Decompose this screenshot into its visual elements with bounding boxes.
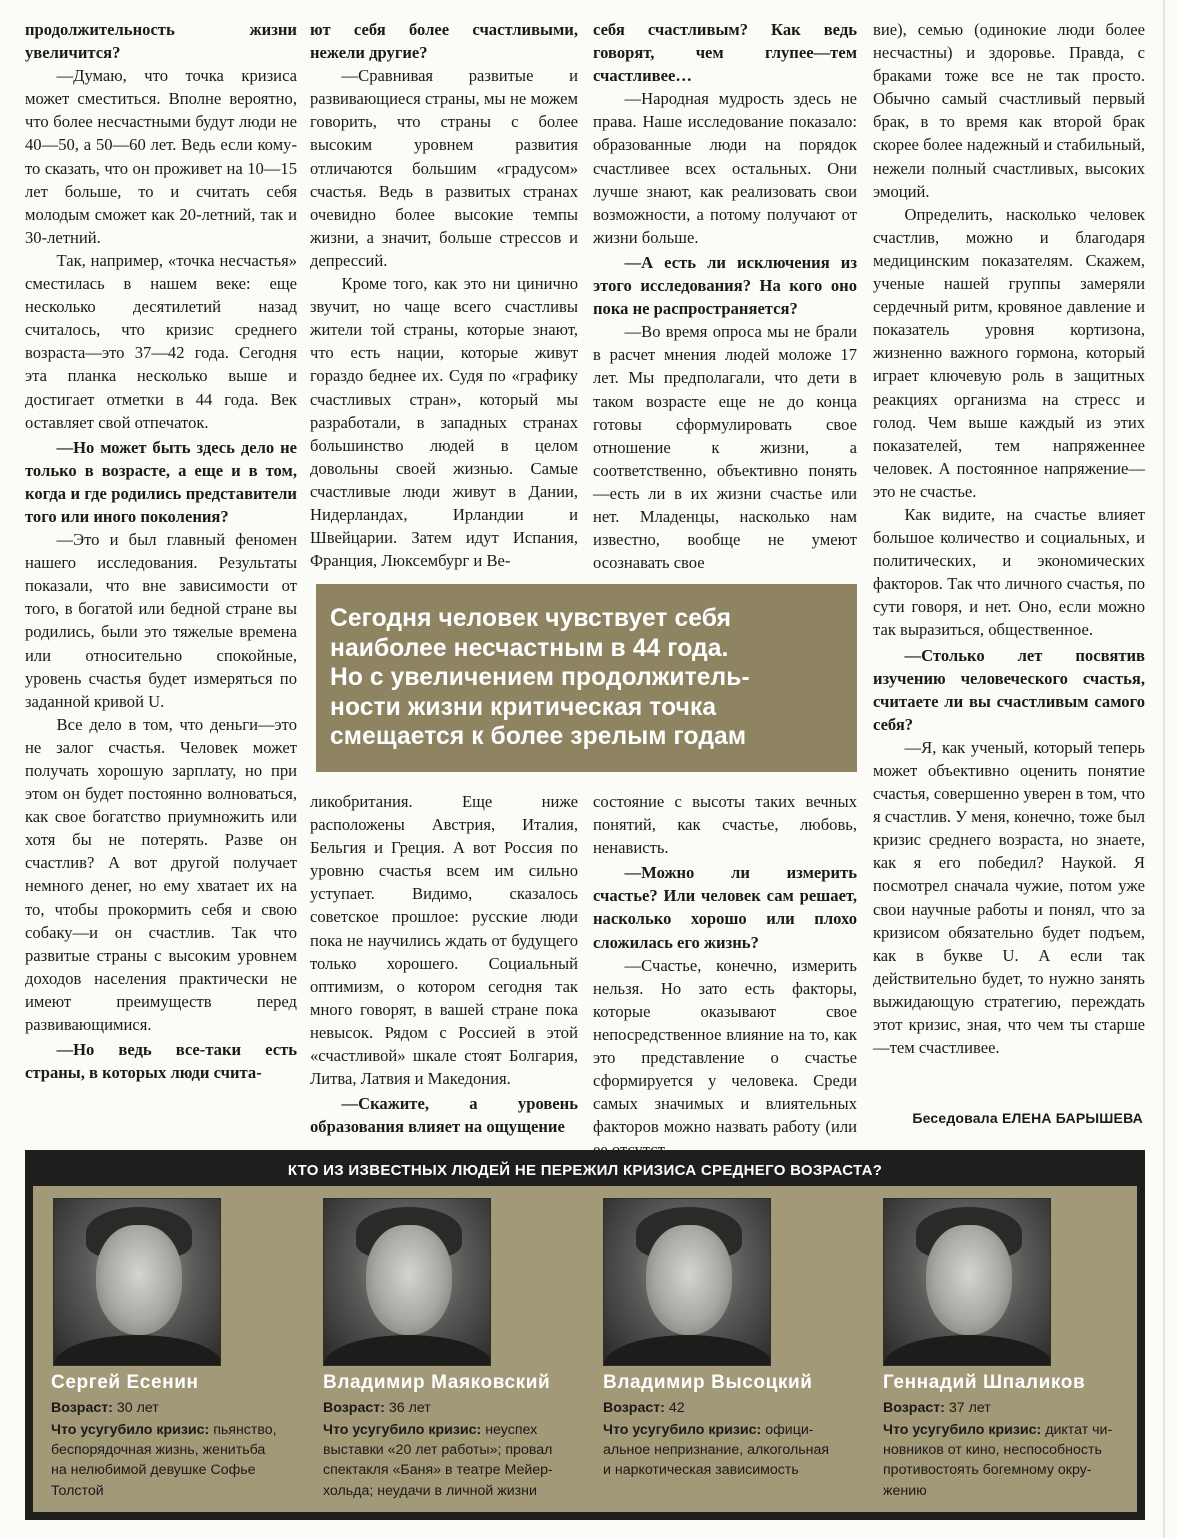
portrait-photo bbox=[323, 1198, 491, 1366]
person-age bbox=[323, 1398, 431, 1418]
interview-question: продолжительность жизни увеличится? bbox=[25, 20, 297, 63]
cause-line: выставки «20 лет работы»; провал bbox=[323, 1442, 553, 1459]
cause-line: офици- bbox=[765, 1422, 814, 1438]
interview-question: себя счастливым? Как ведь говорят, чем глупее—тем счастливее… bbox=[593, 20, 857, 86]
pull-quote-line: Сегодня человек чувствует себя bbox=[330, 605, 732, 632]
cause-line: хольда; неудачи в личной жизни bbox=[323, 1482, 537, 1499]
pull-quote-line: ности жизни критическая точка bbox=[330, 693, 717, 721]
article-paragraph: —Сравнивая развитые и развивающиеся страны, мы не можем говорить, что страны с более высоким уровнем развития отличаются большим «градусом» счастья. Ведь в развитых странах очевидно более высокие темпы жизни, а значит, больше стрессов и депрессий. bbox=[310, 66, 578, 270]
age-label: Возраст: bbox=[323, 1400, 385, 1416]
article-paragraph: Так, например, «точка несчастья» сместилась в нашем веке: еще несколько десятилетий назад считалось, что кризис среднего возраста—это 37—42 года. Сегодня эта планка несколько выше и достигает отметки в 44 года. Век оставляет свой отпечаток. bbox=[25, 250, 297, 432]
pull-quote-line: наиболее несчастным в 44 года. bbox=[330, 634, 729, 662]
cause-line: альное непризнание, алкогольная bbox=[603, 1442, 830, 1459]
article-column-2 bbox=[310, 18, 578, 572]
sidebar-title: КТО ИЗ ИЗВЕСТНЫХ ЛЮДЕЙ НЕ ПЕРЕЖИЛ КРИЗИСА СРЕДНЕГО ВОЗРАСТА? bbox=[33, 1158, 1137, 1186]
pull-quote bbox=[316, 584, 857, 772]
cause-label: Что усугубило кризис: bbox=[51, 1422, 210, 1438]
pull-quote-line: смещается к более зрелым годам bbox=[330, 723, 747, 750]
article-paragraph: —Я, как ученый, который теперь может объективно оценить понятие счастья, совершенно уверен в том, что я счастлив. У меня, конечно, тоже был кризис среднего возраста, но знаете, как я его победил? Наукой. Я посмотрел сначала чужие, потом уже свои научные работы и понял, что за кризисом обязательно будет подъем, как в букве U. А если так действительно будет, то нужно занять выжидающую стратегию, переждать этот кризис, зная, что чем ты старше—тем счастливее. bbox=[873, 737, 1145, 1058]
person-age bbox=[603, 1398, 685, 1418]
article-paragraph: Как видите, на счастье влияет большое количество и социальных, и политических, и экономических факторов. Так что личного счастья, по сути говоря, и нет. Оно, если можно так выразиться, общественное. bbox=[873, 504, 1145, 640]
article-paragraph: —Народная мудрость здесь не права. Наше исследование показало: образованные люди на порядок счастливее всех остальных. Они лучше знают, как реализовать свои возможности, а потому получают от жизни больше. bbox=[593, 89, 857, 247]
cause-line: новников от кино, неспособность bbox=[883, 1442, 1102, 1459]
cause-label: Что усугубило кризис: bbox=[603, 1422, 762, 1438]
cause-line: противостоять богемному окру- bbox=[883, 1462, 1092, 1479]
age-label: Возраст: bbox=[51, 1400, 113, 1416]
cause-label: Что усугубило кризис: bbox=[323, 1422, 482, 1438]
cause-line: диктат чи- bbox=[1045, 1422, 1113, 1438]
interview-question: ют себя более счастливыми, нежели другие? bbox=[310, 20, 578, 63]
interview-question: —Но ведь все-таки есть страны, в которых люди счита- bbox=[25, 1040, 297, 1083]
cause-line: Толстой bbox=[51, 1482, 104, 1499]
person-name: Владимир Маяковский bbox=[323, 1372, 551, 1393]
portrait-photo bbox=[603, 1198, 771, 1366]
cause-line: и наркотическая зависимость bbox=[603, 1462, 799, 1479]
age-label: Возраст: bbox=[883, 1400, 945, 1416]
article-column-3 bbox=[593, 18, 857, 574]
person-cause bbox=[323, 1420, 585, 1501]
cause-line: неуспех bbox=[485, 1422, 538, 1438]
interview-question: —Можно ли измерить счастье? Или человек сам решает, насколько хорошо или плохо сложилась его жизнь? bbox=[593, 863, 857, 952]
article-column-1 bbox=[25, 18, 297, 1084]
person-name: Геннадий Шпаликов bbox=[883, 1372, 1086, 1393]
sidebar-famous-people bbox=[25, 1150, 1145, 1520]
age-value: 30 лет bbox=[116, 1400, 159, 1416]
author-signature: Беседовала ЕЛЕНА БАРЫШЕВА bbox=[912, 1110, 1143, 1126]
article-paragraph: Кроме того, как это ни цинично звучит, но чаще всего счастливы жители той страны, которые знают, что есть нации, которые живут гораздо беднее их. Судя по «графику счастливых стран», который мы разработали, в западных странах большинство людей в целом довольны своей жизнью. Самые счастливые люди живут в Дании, Нидерландах, Ирландии и Швейцарии. Затем идут Испания, Франция, Люксембург и Ве- bbox=[310, 274, 578, 571]
age-value: 42 bbox=[668, 1400, 685, 1416]
portrait-photo bbox=[53, 1198, 221, 1366]
person-name: Сергей Есенин bbox=[51, 1372, 199, 1393]
age-value: 36 лет bbox=[388, 1400, 431, 1416]
article-paragraph: состояние с высоты таких вечных понятий, как счастье, любовь, ненависть. bbox=[593, 792, 857, 858]
interview-question: —Но может быть здесь дело не только в возрасте, а еще и в том, когда и где родились представители того или иного поколения? bbox=[25, 437, 297, 526]
person-age bbox=[51, 1398, 159, 1418]
article-paragraph: —Счастье, конечно, измерить нельзя. Но зато есть факторы, которые оказывают свое непосредственное влияние на то, как это представление о счастье сформируется у человека. Среди самых значимых и влиятельных факторов можно назвать работу (или bbox=[593, 955, 857, 1137]
interview-question: —А есть ли исключения из этого исследования? На кого оно пока не распространяется? bbox=[593, 252, 857, 319]
cause-line: пьянство, bbox=[213, 1422, 277, 1438]
article-paragraph: Все дело в том, что деньги—это не залог счастья. Человек может получать хорошую зарплату, но при этом он будет постоянно волноваться, как свое богатство приумножить или хотя бы не потерять. Разве он счастлив? А вот другой получает немного денег, но ему хватает их на то, чтобы прокормить себя и свою собаку—и он счастлив. Так что развитые страны с высоким уровнем доходов населения практически не имеют преимуществ перед развивающимися. bbox=[25, 714, 297, 1035]
cause-line: на нелюбимой девушке Софье bbox=[51, 1462, 256, 1479]
article-paragraph: —Это и был главный феномен нашего исследования. Результаты показали, что вне зависимости от того, в богатой или бедной стране вы родились, были это тяжелые времена или относительно спокойные, уровень счастья будет измеряться по заданной кривой U. bbox=[25, 530, 297, 711]
age-value: 37 лет bbox=[948, 1400, 991, 1416]
pull-quote-line: Но с увеличением продолжитель- bbox=[330, 664, 750, 691]
portrait-photo bbox=[883, 1198, 1051, 1366]
article-paragraph: —Думаю, что точка кризиса может сместиться. Вполне вероятно, что более несчастными будут люди не 40—50, а 50—60 лет. Ведь если кому-то сказать, что он проживет на 10—15 лет больше, то и считать себя молодым сможет как 20-летний, так и 30-летний. bbox=[25, 66, 297, 247]
cause-line: жению bbox=[883, 1482, 927, 1499]
article-paragraph: —Во время опроса мы не брали в расчет мнения людей моложе 17 лет. Мы предполагали, что дети в таком возрасте еще не до конца готовы сформулировать свое отношение к жизни, а соответственно, объективно понять—есть ли в их жизни счастье или нет. Младенцы, насколько нам известно, вообще не умеют осознавать свое bbox=[593, 322, 857, 573]
person-name: Владимир Высоцкий bbox=[603, 1372, 813, 1393]
age-label: Возраст: bbox=[603, 1400, 665, 1416]
person-cause bbox=[51, 1420, 313, 1501]
person-age bbox=[883, 1398, 991, 1418]
cause-label: Что усугубило кризис: bbox=[883, 1422, 1042, 1438]
person-cause bbox=[603, 1420, 865, 1481]
page-edge bbox=[1163, 0, 1165, 1538]
article-column-4 bbox=[873, 18, 1145, 1059]
interview-question: —Столько лет посвятив изучению человеческого счастья, считаете ли вы счастливым самого себя? bbox=[873, 645, 1145, 734]
article-paragraph: Определить, насколько человек счастлив, можно и благодаря медицинским показателям. Скажем, ученые нашей группы замеряли сердечный ритм, кровяное давление и показатель уровня кортизона, жизненно важного гормона, который играет ключевую роль в защитных реакциях организма на стресс и голод. Чем выше каждый из этих показателей, тем напряженнее человек. А постоянное напряжение—это не счастье. bbox=[873, 204, 1145, 501]
cause-line: спектакля «Баня» в театре Мейер- bbox=[323, 1462, 553, 1479]
article-paragraph: вие), семью (одинокие люди более несчастны) и здоровье. Правда, с браками тоже все не так просто. Обычно самый счастливый первый брак, в то время как второй брак скорее более надежный и стабильный, нежели полный счастливых, высоких эмоций. bbox=[873, 20, 1145, 201]
interview-question: —Скажите, а уровень образования влияет на ощущение bbox=[310, 1094, 578, 1137]
article-paragraph: ликобритания. Еще ниже расположены Австрия, Италия, Бельгия и Греция. А вот Россия по уровню счастья всем им сильно уступает. Видимо, сказалось советское прошлое: русские люди пока не научились ждать от будущего только хорошего. Социальный оптимизм, о котором сегодня так много говорят, в вашей стране пока невысок. Рядом с Россией в этой «счастливой» шкале стоят Болгария, Литва, Латвия и Македония. bbox=[310, 792, 578, 1089]
cause-line: беспорядочная жизнь, женитьба bbox=[51, 1442, 266, 1459]
article-column-2-lower bbox=[310, 790, 578, 1138]
article-column-3-lower bbox=[593, 790, 857, 1162]
person-cause bbox=[883, 1420, 1133, 1501]
